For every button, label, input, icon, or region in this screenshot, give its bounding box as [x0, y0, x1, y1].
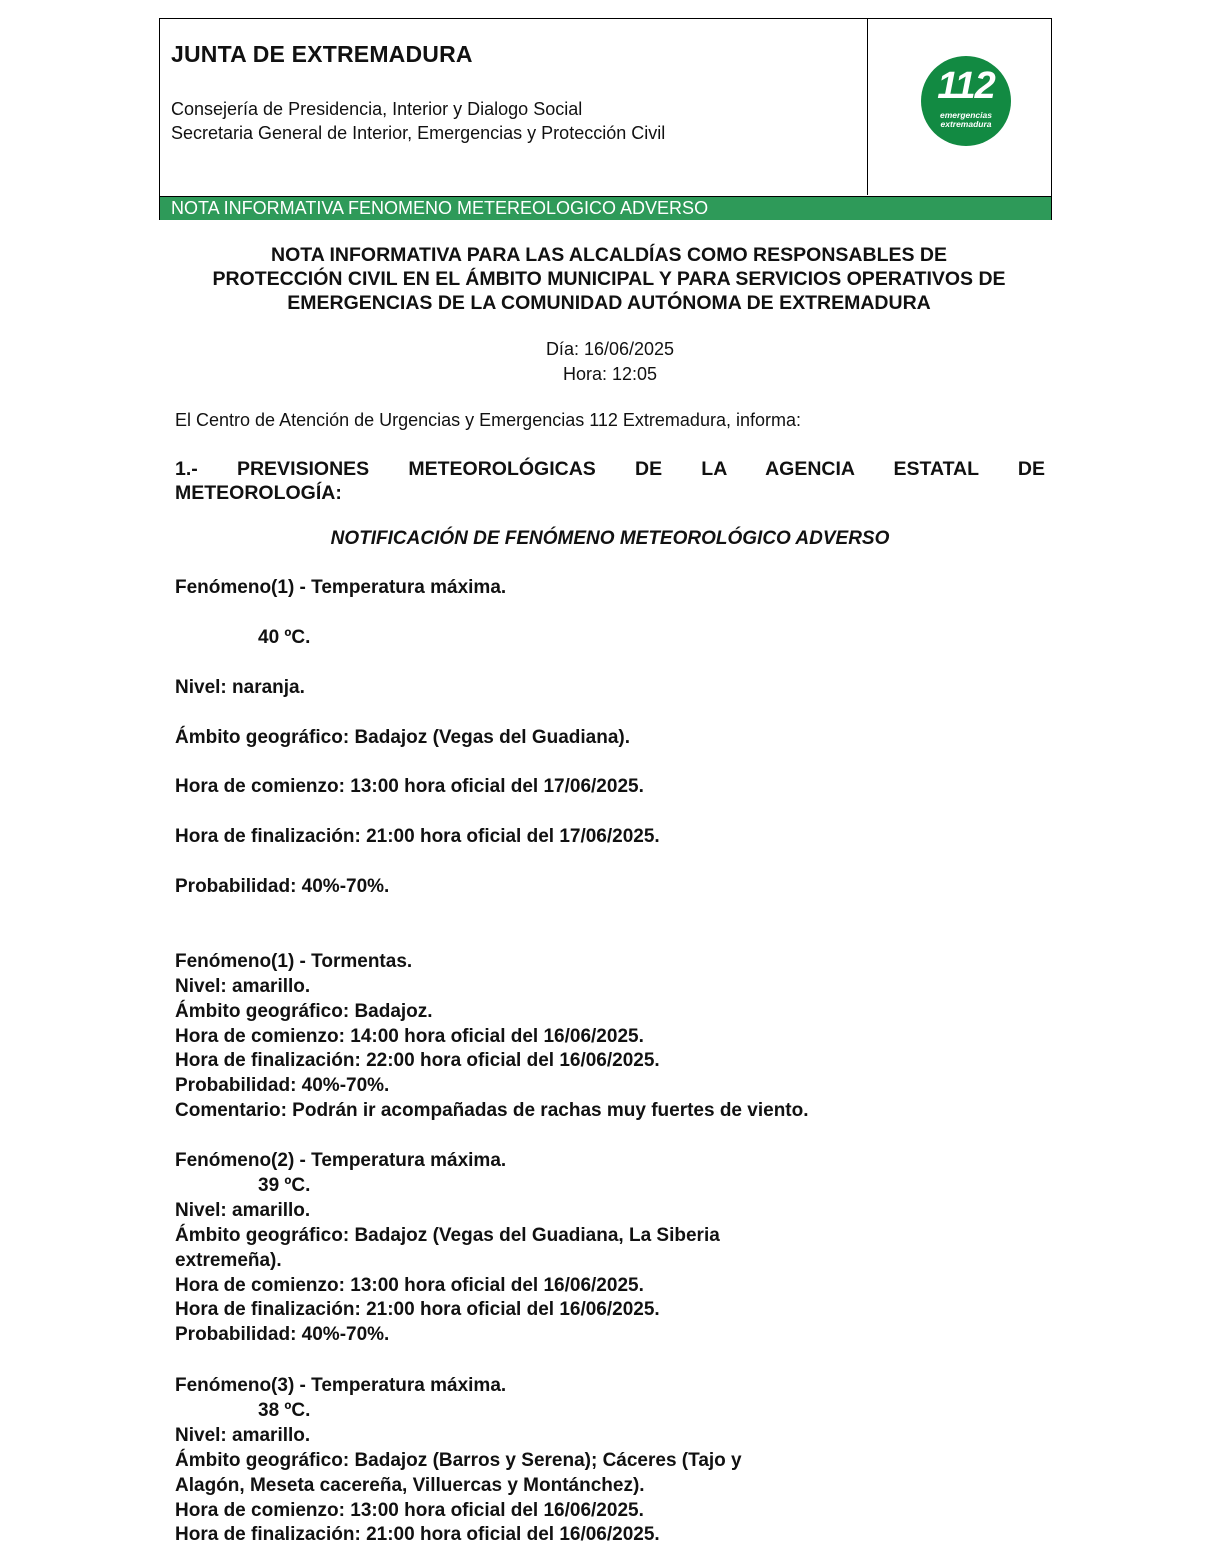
phenomenon-area: Ámbito geográfico: Badajoz (Vegas del Guadiana).	[175, 727, 631, 748]
logo-cell	[868, 19, 1051, 195]
phenomenon-probability: Probabilidad: 40%-70%.	[175, 876, 390, 897]
phenomenon-comment: Comentario: Podrán ir acompañadas de rachas muy fuertes de viento.	[175, 1100, 809, 1121]
phenomenon-start: Hora de comienzo: 13:00 hora oficial del 17/06/2025.	[175, 776, 644, 797]
notification-title: NOTIFICACIÓN DE FENÓMENO METEOROLÓGICO ADVERSO	[330, 528, 890, 549]
title-line: EMERGENCIAS DE LA COMUNIDAD AUTÓNOMA DE EXTREMADURA	[287, 292, 931, 314]
document-title	[159, 243, 1059, 315]
logo-number: 112	[937, 65, 995, 107]
phenomenon-end: Hora de finalización: 21:00 hora oficial del 16/06/2025.	[175, 1299, 660, 1320]
phenomenon-name: Fenómeno(2) - Temperatura máxima.	[175, 1150, 507, 1171]
phenomenon-value: 38 ºC.	[258, 1400, 311, 1421]
phenomenon-area-cont: Alagón, Meseta cacereña, Villuercas y Montánchez).	[175, 1475, 645, 1496]
112-emergency-logo	[921, 56, 1011, 146]
issue-date: Día: 16/06/2025	[545, 339, 675, 359]
section-heading: 1.- PREVISIONES METEOROLÓGICAS DE LA AGENCIA ESTATAL DE	[175, 458, 1045, 480]
phenomenon-start: Hora de comienzo: 13:00 hora oficial del 16/06/2025.	[175, 1275, 644, 1296]
header-banner	[160, 196, 1051, 220]
phenomenon-level: Nivel: amarillo.	[175, 1200, 311, 1221]
phenomenon-end: Hora de finalización: 22:00 hora oficial del 16/06/2025.	[175, 1050, 660, 1071]
document-header	[159, 18, 1052, 220]
phenomenon-level: Nivel: naranja.	[175, 677, 305, 698]
phenomenon-level: Nivel: amarillo.	[175, 1425, 311, 1446]
phenomenon-area: Ámbito geográfico: Badajoz.	[175, 1001, 433, 1022]
intro-text: El Centro de Atención de Urgencias y Emergencias 112 Extremadura, informa:	[175, 410, 801, 430]
issue-time: Hora: 12:05	[562, 364, 658, 384]
organization-name: JUNTA DE EXTREMADURA	[171, 41, 473, 67]
phenomenon-value: 39 ºC.	[258, 1175, 311, 1196]
header-text-cell	[160, 19, 868, 195]
phenomenon-probability: Probabilidad: 40%-70%.	[175, 1324, 390, 1345]
phenomenon-area: Ámbito geográfico: Badajoz (Vegas del Guadiana, La Siberia	[175, 1225, 720, 1246]
phenomenon-value: 40 ºC.	[258, 627, 311, 648]
phenomenon-probability: Probabilidad: 40%-70%.	[175, 1075, 390, 1096]
phenomenon-name: Fenómeno(1) - Tormentas.	[175, 951, 413, 972]
phenomenon-end: Hora de finalización: 21:00 hora oficial del 17/06/2025.	[175, 826, 660, 847]
logo-text-line: emergencias	[940, 110, 992, 120]
title-line: NOTA INFORMATIVA PARA LAS ALCALDÍAS COMO RESPONSABLES DE	[271, 244, 947, 266]
phenomenon-start: Hora de comienzo: 14:00 hora oficial del 16/06/2025.	[175, 1026, 644, 1047]
department-subline: Secretaria General de Interior, Emergencias y Protección Civil	[171, 123, 666, 143]
banner-text: NOTA INFORMATIVA FENOMENO METEREOLOGICO ADVERSO	[171, 198, 709, 218]
phenomenon-area-cont: extremeña).	[175, 1250, 282, 1271]
phenomenon-name: Fenómeno(3) - Temperatura máxima.	[175, 1375, 507, 1396]
phenomenon-end: Hora de finalización: 21:00 hora oficial del 16/06/2025.	[175, 1524, 660, 1545]
section-heading-cont: METEOROLOGÍA:	[175, 482, 342, 504]
title-line: PROTECCIÓN CIVIL EN EL ÁMBITO MUNICIPAL Y PARA SERVICIOS OPERATIVOS DE	[212, 268, 1006, 290]
phenomenon-level: Nivel: amarillo.	[175, 976, 311, 997]
logo-text-line: extremadura	[940, 119, 992, 129]
phenomenon-area: Ámbito geográfico: Badajoz (Barros y Serena); Cáceres (Tajo y	[175, 1450, 742, 1471]
phenomenon-name: Fenómeno(1) - Temperatura máxima.	[175, 577, 507, 598]
department-line: Consejería de Presidencia, Interior y Dialogo Social	[171, 99, 583, 119]
phenomenon-start: Hora de comienzo: 13:00 hora oficial del 16/06/2025.	[175, 1500, 644, 1521]
